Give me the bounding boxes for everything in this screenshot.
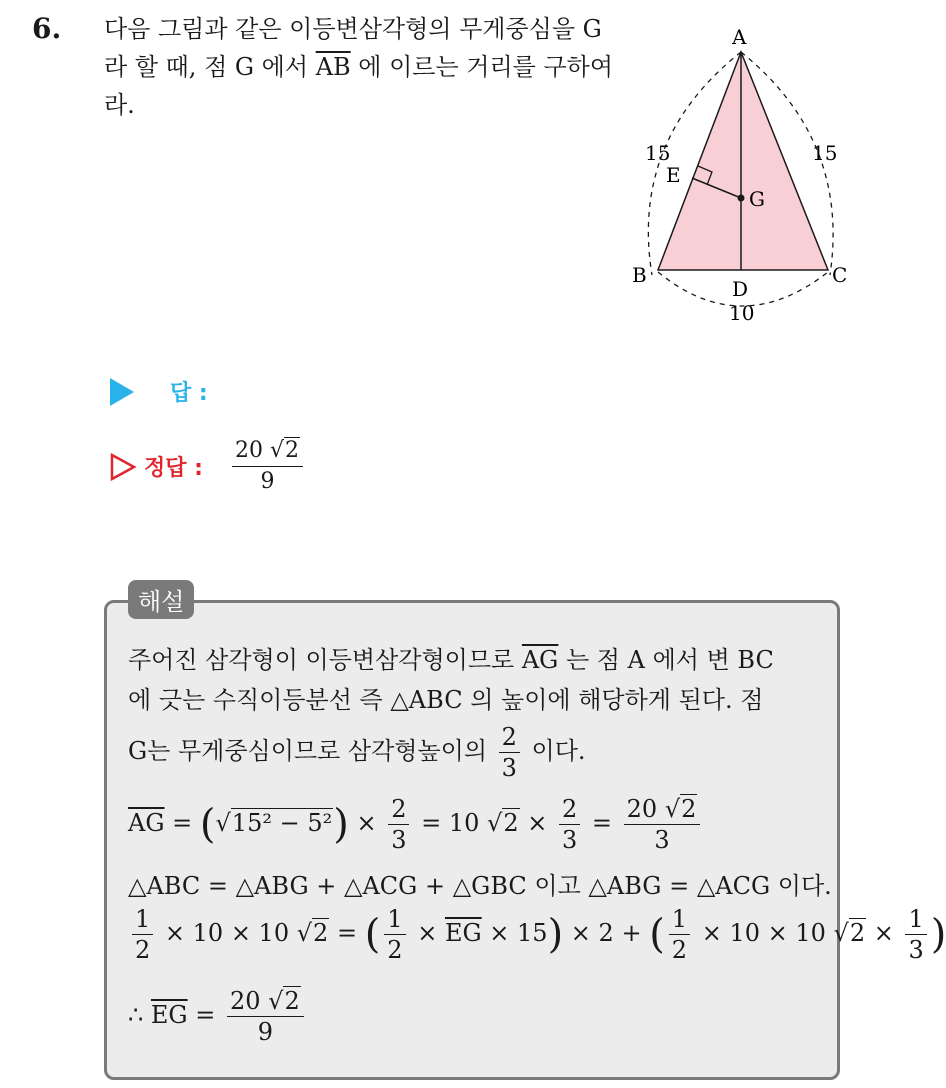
den: 9 — [257, 1018, 273, 1046]
text: 이다. — [523, 737, 586, 765]
play-arrow-icon — [110, 378, 134, 406]
label-e: E — [666, 163, 681, 187]
num: 2 — [388, 794, 409, 825]
fraction — [669, 904, 690, 965]
centroid-point — [738, 195, 745, 202]
text: 주어진 삼각형이 이등변삼각형이므로 — [128, 646, 522, 674]
text: ∴ — [128, 1001, 151, 1029]
text: × 2 + — [563, 919, 650, 947]
num: 20 — [626, 795, 658, 823]
text: × 10 × 10 — [694, 919, 834, 947]
sqrt-content: 2 — [681, 795, 697, 823]
fraction — [559, 794, 580, 855]
den: 2 — [135, 936, 151, 964]
den: 3 — [391, 826, 407, 854]
label-g: G — [749, 187, 765, 211]
label-base-10: 10 — [729, 301, 755, 325]
text: 는 점 A 에서 변 BC — [558, 646, 774, 674]
text: = — [164, 809, 200, 837]
sqrt-content: 2 — [503, 809, 519, 837]
fraction — [905, 904, 926, 965]
solution-sqrt: 2 — [285, 438, 299, 463]
text: = — [329, 919, 365, 947]
sqrt-content: 15² − 5² — [231, 809, 333, 837]
text: G는 무게중심이므로 삼각형높이의 — [128, 737, 495, 765]
fraction — [384, 904, 405, 965]
segment-ag: $\overline{AG}$ — [128, 809, 165, 837]
answer-row — [110, 376, 208, 407]
label-c: C — [832, 263, 848, 287]
num: 1 — [384, 904, 405, 935]
text: × 15 — [481, 919, 548, 947]
label-d: D — [732, 277, 749, 301]
question-text-part1: 다음 그림과 같은 이등변삼각형의 무게중심을 G 라 할 때, 점 G 에서 — [104, 15, 602, 81]
text: = — [187, 1001, 223, 1029]
explanation-line-3 — [128, 722, 586, 783]
num: 20 — [229, 987, 261, 1015]
solution-label: 정답 : — [144, 456, 203, 481]
label-b: B — [632, 263, 647, 287]
segment-eg: $\overline{EG}$ — [150, 1001, 188, 1029]
den: 3 — [501, 754, 517, 782]
triangle-fill — [658, 52, 828, 270]
question-number: 6. — [32, 12, 62, 45]
sqrt-content: 2 — [284, 987, 300, 1015]
explanation-tag: 해설 — [128, 580, 194, 619]
outline-arrow-icon — [110, 453, 136, 481]
segment-ag: $\overline{AG}$ — [521, 646, 559, 674]
solution-fraction: $\frac{20 √2}{9}$ — [232, 436, 303, 497]
fraction: $\frac{20 √2}{3}$ — [624, 794, 701, 855]
explanation-line-1 — [128, 640, 774, 675]
question-text — [104, 10, 624, 124]
fraction — [388, 794, 409, 855]
sqrt-content: 2 — [849, 919, 866, 947]
explanation-line-4: $\overline{AG} = (√15^2 - 5^2)$ × $\frac{2}{3}$ = 10 √2 × $\frac{2}{3}$ = $\frac{20 √2}{3}$ — [128, 794, 704, 855]
solution-row — [110, 436, 307, 497]
text: × — [348, 809, 385, 837]
solution-denominator: 9 — [260, 469, 275, 494]
text: = 10 — [413, 809, 488, 837]
den: 3 — [561, 826, 578, 854]
label-right-15: 15 — [812, 141, 838, 165]
den: 2 — [671, 936, 688, 964]
num: 1 — [905, 904, 926, 935]
text: × — [519, 809, 555, 837]
den: 2 — [387, 936, 403, 964]
label-a: A — [732, 25, 747, 49]
num: 1 — [669, 904, 690, 935]
explanation-line-5: △ABC = △ABG + △ACG + △GBC 이고 △ABG = △ACG 이다. — [128, 872, 832, 900]
text: = — [584, 809, 620, 837]
fraction — [499, 722, 520, 783]
explanation-line-7 — [128, 986, 308, 1047]
fraction: $\frac{20 √2}{9}$ — [227, 986, 304, 1047]
den: 3 — [654, 826, 670, 854]
text: × 10 × 10 — [157, 919, 297, 947]
sqrt-content: 2 — [313, 919, 329, 947]
num: 2 — [559, 794, 580, 825]
question-text-part2: 에 이르는 거리를 구하여라. — [104, 53, 614, 119]
fraction — [132, 904, 153, 965]
den: 3 — [908, 936, 924, 964]
num: 1 — [132, 904, 153, 935]
segment-eg: $\overline{EG}$ — [444, 919, 482, 947]
question-segment-ab: $\overline{AB}$ — [315, 53, 351, 81]
answer-label: 답 : — [170, 381, 208, 406]
solution-numerator: 20 — [234, 438, 263, 463]
label-left-15: 15 — [645, 141, 671, 165]
triangle-figure — [620, 20, 860, 330]
num: 2 — [499, 722, 520, 753]
explanation-line-2: 에 긋는 수직이등분선 즉 △ABC 의 높이에 해당하게 된다. 점 — [128, 686, 764, 714]
explanation-line-6: $\frac{1}{2}$ × 10 × 10 √2 = ( $\frac{1}{2}$ × $\overline{EG} \times 15) \times 2$ + ( $\frac{1}{2}$ × 10 × 10 √2 × $\frac{1}{3}$ ) — [128, 904, 946, 965]
